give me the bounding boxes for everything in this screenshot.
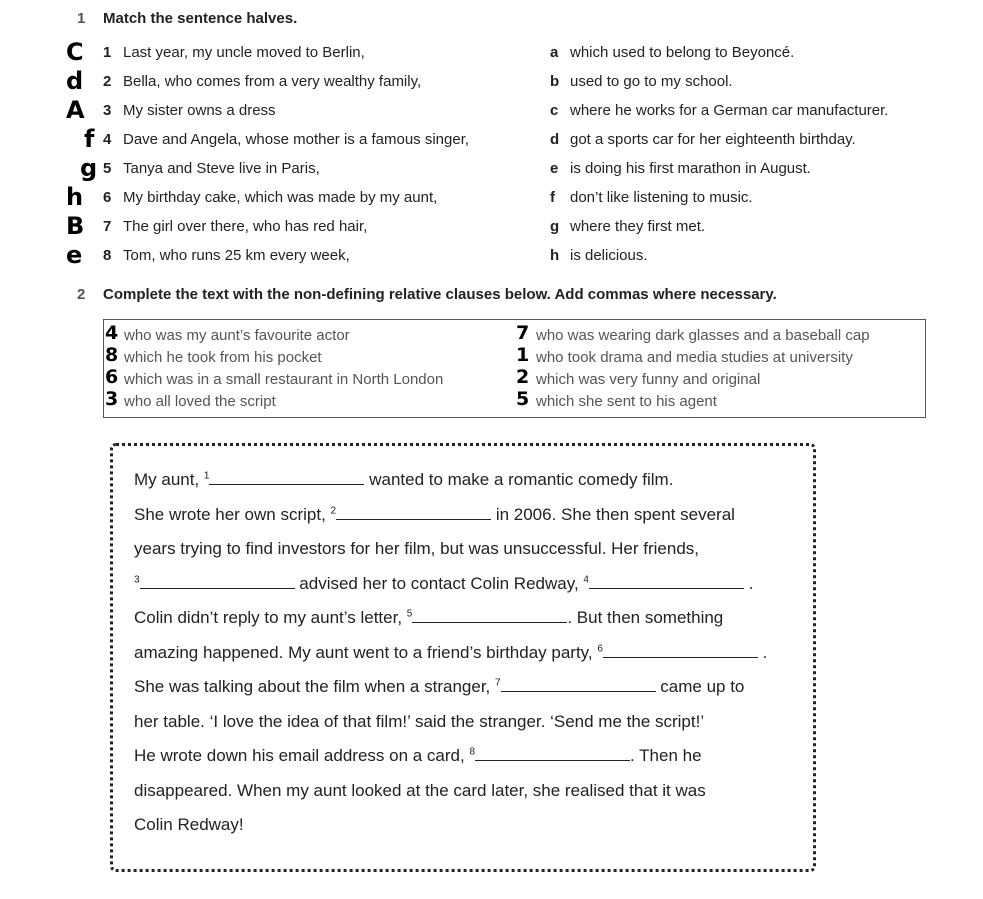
answer-blank[interactable] bbox=[140, 587, 295, 589]
clause-option: who was wearing dark glasses and a baseball cap bbox=[536, 327, 870, 344]
item-letter: a bbox=[550, 44, 559, 61]
handwritten-answer: 3 bbox=[105, 388, 119, 410]
handwritten-answer: e bbox=[66, 241, 83, 269]
answer-blank[interactable] bbox=[501, 690, 656, 692]
handwritten-answer: f bbox=[84, 125, 95, 153]
sentence-start bbox=[103, 247, 350, 264]
story-line bbox=[134, 815, 244, 835]
answer-blank[interactable] bbox=[475, 759, 630, 761]
handwritten-answer: g bbox=[80, 154, 98, 182]
item-letter: e bbox=[550, 160, 559, 177]
story-text: She wrote her own script, bbox=[134, 504, 331, 524]
clause-option: which she sent to his agent bbox=[536, 393, 717, 410]
item-text: Tom, who runs 25 km every week, bbox=[123, 247, 350, 264]
item-text: Tanya and Steve live in Paris, bbox=[123, 160, 320, 177]
sentence-end bbox=[550, 218, 705, 235]
item-text: Dave and Angela, whose mother is a famous singer, bbox=[123, 131, 470, 148]
story-text: years trying to find investors for her film, but was unsuccessful. Her friends, bbox=[134, 539, 700, 558]
clause-option: who all loved the script bbox=[124, 393, 276, 410]
story-line bbox=[134, 781, 706, 801]
handwritten-answer: 5 bbox=[516, 388, 530, 410]
sentence-start bbox=[103, 44, 365, 61]
clause-option: which he took from his pocket bbox=[124, 349, 322, 366]
item-letter: h bbox=[550, 247, 560, 264]
story-text: He wrote down his email address on a card, bbox=[134, 746, 470, 765]
story-text: in 2006. She then spent several bbox=[491, 504, 735, 524]
sentence-end bbox=[550, 160, 811, 177]
clause-option: which was very funny and original bbox=[536, 371, 761, 388]
story-line bbox=[134, 539, 699, 559]
item-letter: f bbox=[550, 189, 555, 206]
item-number: 2 bbox=[103, 73, 112, 90]
clause-box bbox=[103, 319, 926, 418]
handwritten-answer: 1 bbox=[516, 344, 530, 366]
gap-number: 4 bbox=[583, 573, 589, 585]
story-line bbox=[134, 574, 753, 594]
story-line bbox=[134, 470, 673, 490]
handwritten-answer: h bbox=[66, 183, 84, 211]
item-letter: c bbox=[550, 102, 559, 119]
item-number: 4 bbox=[103, 131, 112, 148]
story-text: her table. ‘I love the idea of that film!’ said the stranger. ‘Send me the script!’ bbox=[134, 711, 705, 731]
story-text: amazing happened. My aunt went to a friend’s birthday party, bbox=[134, 642, 598, 662]
gap-number: 1 bbox=[203, 470, 210, 482]
item-text: is doing his first marathon in August. bbox=[570, 160, 811, 177]
exercise-2-title: Complete the text with the non-defining relative clauses below. Add commas where necessary. bbox=[103, 286, 777, 303]
handwritten-answer: 4 bbox=[105, 322, 119, 344]
item-number: 7 bbox=[103, 218, 112, 235]
story-text: . Then he bbox=[630, 746, 702, 765]
answer-blank[interactable] bbox=[603, 656, 758, 658]
item-text: got a sports car for her eighteenth birthday. bbox=[570, 131, 856, 148]
story-text: Colin Redway! bbox=[134, 815, 244, 834]
item-letter: g bbox=[550, 218, 560, 235]
item-text: which used to belong to Beyoncé. bbox=[570, 44, 795, 61]
item-text: The girl over there, who has red hair, bbox=[123, 218, 368, 235]
sentence-start bbox=[103, 189, 437, 206]
answer-blank[interactable] bbox=[209, 483, 364, 485]
clause-option: which was in a small restaurant in North London bbox=[124, 371, 444, 388]
story-line bbox=[134, 746, 702, 766]
sentence-end bbox=[550, 189, 753, 206]
story-line bbox=[134, 712, 704, 732]
handwritten-answer: 6 bbox=[105, 366, 119, 388]
sentence-start bbox=[103, 218, 367, 235]
item-text: My sister owns a dress bbox=[123, 102, 276, 119]
story-text: . But then something bbox=[567, 608, 724, 627]
handwritten-answer: 8 bbox=[105, 344, 119, 366]
item-text: Last year, my uncle moved to Berlin, bbox=[123, 44, 365, 61]
item-text: is delicious. bbox=[570, 247, 648, 264]
story-text: She was talking about the film when a stranger, bbox=[134, 677, 495, 696]
story-text: . bbox=[757, 642, 768, 662]
sentence-end bbox=[550, 102, 888, 119]
gap-number: 3 bbox=[134, 573, 140, 585]
sentence-end bbox=[550, 44, 794, 61]
sentence-start bbox=[103, 73, 421, 90]
exercise-1-title: Match the sentence halves. bbox=[103, 10, 298, 27]
answer-blank[interactable] bbox=[336, 518, 491, 520]
clause-option: who took drama and media studies at university bbox=[536, 349, 853, 366]
item-letter: d bbox=[550, 131, 560, 148]
gap-number: 8 bbox=[469, 746, 476, 758]
item-text: don’t like listening to music. bbox=[570, 189, 753, 206]
sentence-end bbox=[550, 131, 856, 148]
story-line bbox=[134, 505, 735, 525]
item-number: 1 bbox=[103, 44, 112, 61]
sentence-start bbox=[103, 102, 276, 119]
exercise-1-number: 1 bbox=[77, 10, 86, 27]
gap-number: 2 bbox=[330, 504, 337, 516]
exercise-2-number: 2 bbox=[77, 286, 86, 303]
gap-number: 6 bbox=[597, 642, 603, 654]
item-letter: b bbox=[550, 73, 560, 90]
handwritten-answer: C bbox=[66, 38, 84, 66]
story-text: came up to bbox=[655, 677, 745, 696]
handwritten-answer: B bbox=[66, 212, 85, 240]
clause-option: who was my aunt’s favourite actor bbox=[124, 327, 350, 344]
handwritten-answer: 2 bbox=[516, 366, 530, 388]
item-text: where he works for a German car manufacturer. bbox=[570, 102, 889, 119]
item-number: 6 bbox=[103, 189, 112, 206]
story-text: . bbox=[743, 573, 754, 593]
item-text: My birthday cake, which was made by my aunt, bbox=[123, 189, 438, 206]
sentence-end bbox=[550, 247, 648, 264]
answer-blank[interactable] bbox=[412, 621, 567, 623]
story-line bbox=[134, 608, 723, 628]
handwritten-answer: 7 bbox=[516, 322, 530, 344]
story-line bbox=[134, 677, 744, 697]
item-text: Bella, who comes from a very wealthy family, bbox=[123, 73, 422, 90]
gap-number: 5 bbox=[406, 608, 413, 620]
item-text: where they first met. bbox=[570, 218, 706, 235]
sentence-end bbox=[550, 73, 733, 90]
item-text: used to go to my school. bbox=[570, 73, 733, 90]
gap-number: 7 bbox=[494, 677, 501, 689]
sentence-start bbox=[103, 160, 320, 177]
sentence-start bbox=[103, 131, 469, 148]
handwritten-answer: A bbox=[66, 96, 85, 124]
answer-blank[interactable] bbox=[589, 587, 744, 589]
handwritten-answer: d bbox=[66, 67, 84, 95]
story-text: Colin didn’t reply to my aunt’s letter, bbox=[134, 608, 407, 627]
story-line bbox=[134, 643, 767, 663]
story-text-box bbox=[110, 443, 816, 872]
item-number: 3 bbox=[103, 102, 112, 119]
story-text: advised her to contact Colin Redway, bbox=[294, 573, 584, 593]
item-number: 8 bbox=[103, 247, 112, 264]
story-text: wanted to make a romantic comedy film. bbox=[364, 470, 674, 489]
story-text: My aunt, bbox=[134, 470, 204, 489]
item-number: 5 bbox=[103, 160, 112, 177]
story-text: disappeared. When my aunt looked at the card later, she realised that it was bbox=[134, 780, 706, 800]
